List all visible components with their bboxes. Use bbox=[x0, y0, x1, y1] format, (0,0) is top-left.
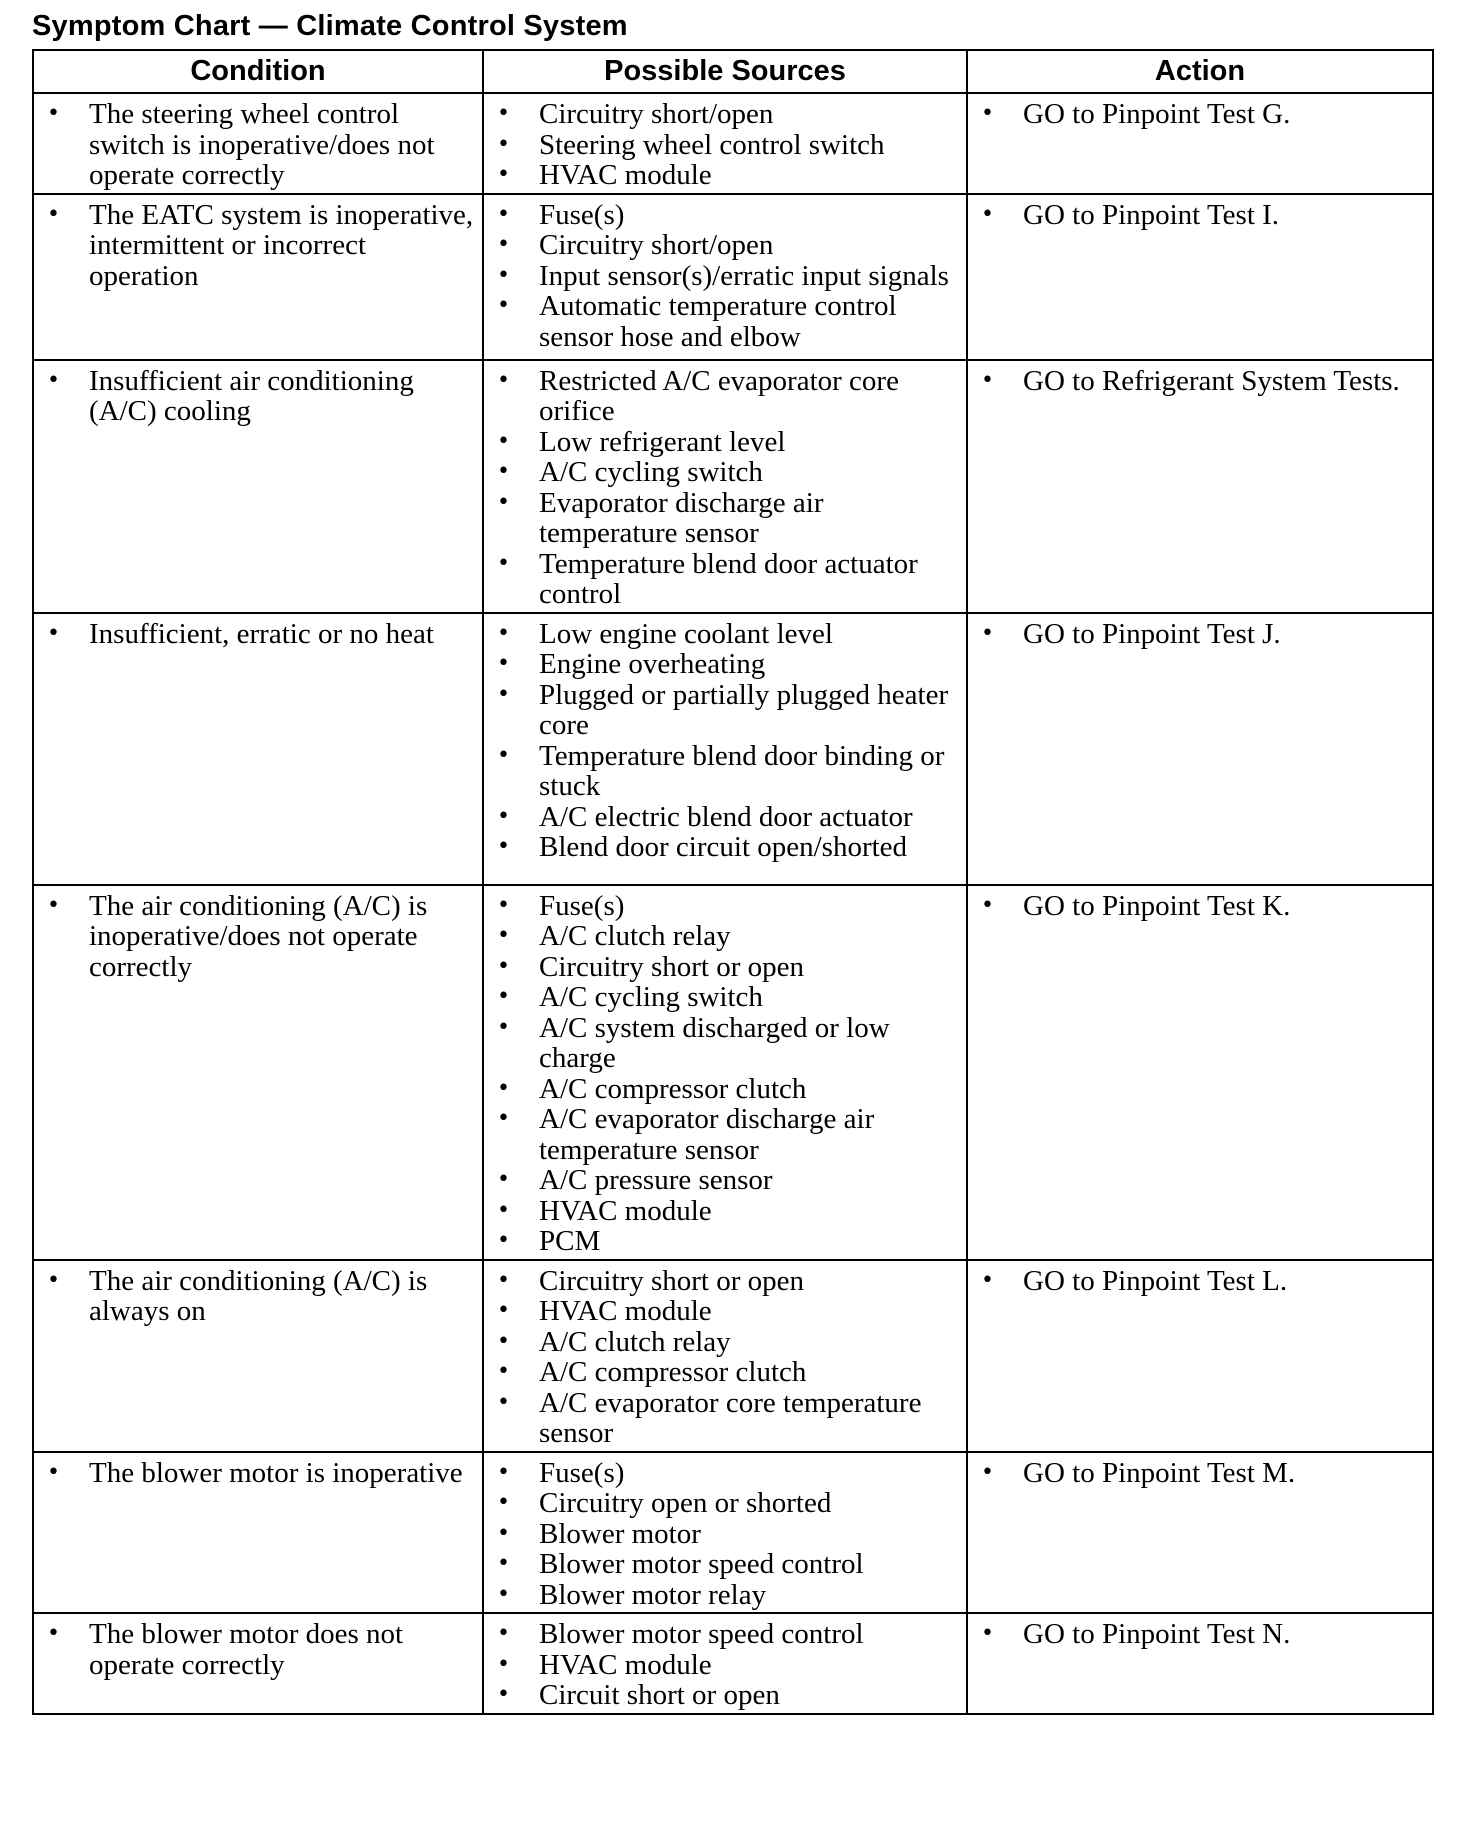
source-item: • Input sensor(s)/erratic input signals bbox=[490, 261, 960, 292]
sources-cell bbox=[483, 194, 967, 360]
source-item: • A/C evaporator core temperature sensor bbox=[490, 1388, 960, 1449]
source-item: • Plugged or partially plugged heater core bbox=[490, 680, 960, 741]
source-item: • Engine overheating bbox=[490, 649, 960, 680]
source-item: • Restricted A/C evaporator core orifice bbox=[490, 366, 960, 427]
condition-cell bbox=[33, 1452, 483, 1614]
table-row bbox=[33, 93, 1433, 194]
source-item: • Temperature blend door actuator control bbox=[490, 549, 960, 610]
condition-text: • The blower motor is inoperative bbox=[40, 1458, 476, 1489]
condition-cell bbox=[33, 885, 483, 1260]
source-item: • Blower motor relay bbox=[490, 1580, 960, 1611]
condition-cell bbox=[33, 360, 483, 613]
action-cell bbox=[967, 613, 1433, 885]
condition-text: • The steering wheel control switch is inoperative/does not operate correctly bbox=[40, 99, 476, 191]
action-cell bbox=[967, 1260, 1433, 1452]
source-item: • Blend door circuit open/shorted bbox=[490, 832, 960, 863]
condition-cell bbox=[33, 1613, 483, 1714]
action-cell bbox=[967, 1452, 1433, 1614]
source-item: • Circuitry short/open bbox=[490, 230, 960, 261]
source-item: • Temperature blend door binding or stuck bbox=[490, 741, 960, 802]
source-item: • Steering wheel control switch bbox=[490, 130, 960, 161]
source-item: • Circuit short or open bbox=[490, 1680, 960, 1711]
symptom-table bbox=[32, 49, 1434, 1715]
condition-text: • Insufficient air conditioning (A/C) cooling bbox=[40, 366, 476, 427]
condition-text: • The air conditioning (A/C) is always on bbox=[40, 1266, 476, 1327]
source-item: • A/C clutch relay bbox=[490, 1327, 960, 1358]
table-row bbox=[33, 613, 1433, 885]
header-condition: Condition bbox=[33, 50, 483, 93]
sources-cell bbox=[483, 1613, 967, 1714]
condition-cell bbox=[33, 613, 483, 885]
sources-cell bbox=[483, 93, 967, 194]
source-item: • HVAC module bbox=[490, 1650, 960, 1681]
source-item: • A/C system discharged or low charge bbox=[490, 1013, 960, 1074]
table-row bbox=[33, 885, 1433, 1260]
source-item: • A/C compressor clutch bbox=[490, 1074, 960, 1105]
action-cell bbox=[967, 1613, 1433, 1714]
table-row bbox=[33, 1260, 1433, 1452]
sources-cell bbox=[483, 1260, 967, 1452]
source-item: • Circuitry open or shorted bbox=[490, 1488, 960, 1519]
source-item: • Blower motor speed control bbox=[490, 1619, 960, 1650]
table-body bbox=[33, 93, 1433, 1714]
action-text: • GO to Pinpoint Test N. bbox=[974, 1619, 1426, 1650]
sources-cell bbox=[483, 360, 967, 613]
source-item: • Circuitry short/open bbox=[490, 99, 960, 130]
condition-cell bbox=[33, 93, 483, 194]
source-item: • HVAC module bbox=[490, 160, 960, 191]
sources-cell bbox=[483, 885, 967, 1260]
action-cell bbox=[967, 93, 1433, 194]
source-item: • Automatic temperature control sensor hose and elbow bbox=[490, 291, 960, 352]
table-row bbox=[33, 194, 1433, 360]
table-row bbox=[33, 1452, 1433, 1614]
source-item: • A/C clutch relay bbox=[490, 921, 960, 952]
source-item: • Evaporator discharge air temperature sensor bbox=[490, 488, 960, 549]
table-row bbox=[33, 1613, 1433, 1714]
source-item: • Fuse(s) bbox=[490, 1458, 960, 1489]
sources-cell bbox=[483, 1452, 967, 1614]
condition-text: • Insufficient, erratic or no heat bbox=[40, 619, 476, 650]
source-item: • Low engine coolant level bbox=[490, 619, 960, 650]
source-item: • HVAC module bbox=[490, 1196, 960, 1227]
condition-text: • The EATC system is inoperative, intermittent or incorrect operation bbox=[40, 200, 476, 292]
source-item: • A/C evaporator discharge air temperature sensor bbox=[490, 1104, 960, 1165]
action-cell bbox=[967, 194, 1433, 360]
source-item: • A/C compressor clutch bbox=[490, 1357, 960, 1388]
source-item: • Blower motor bbox=[490, 1519, 960, 1550]
action-cell bbox=[967, 360, 1433, 613]
table-row bbox=[33, 360, 1433, 613]
source-item: • PCM bbox=[490, 1226, 960, 1257]
action-text: • GO to Refrigerant System Tests. bbox=[974, 366, 1426, 397]
source-item: • Low refrigerant level bbox=[490, 427, 960, 458]
page-title: Symptom Chart — Climate Control System bbox=[32, 10, 628, 42]
source-item: • Circuitry short or open bbox=[490, 1266, 960, 1297]
condition-cell bbox=[33, 1260, 483, 1452]
condition-text: • The air conditioning (A/C) is inoperative/does not operate correctly bbox=[40, 891, 476, 983]
source-item: • A/C cycling switch bbox=[490, 982, 960, 1013]
action-text: • GO to Pinpoint Test J. bbox=[974, 619, 1426, 650]
action-text: • GO to Pinpoint Test I. bbox=[974, 200, 1426, 231]
table-header-row bbox=[33, 50, 1433, 93]
source-item: • Circuitry short or open bbox=[490, 952, 960, 983]
header-possible-sources: Possible Sources bbox=[483, 50, 967, 93]
source-item: • Fuse(s) bbox=[490, 891, 960, 922]
source-item: • A/C electric blend door actuator bbox=[490, 802, 960, 833]
source-item: • HVAC module bbox=[490, 1296, 960, 1327]
source-item: • A/C pressure sensor bbox=[490, 1165, 960, 1196]
condition-cell bbox=[33, 194, 483, 360]
header-action: Action bbox=[967, 50, 1433, 93]
action-cell bbox=[967, 885, 1433, 1260]
action-text: • GO to Pinpoint Test L. bbox=[974, 1266, 1426, 1297]
condition-text: • The blower motor does not operate correctly bbox=[40, 1619, 476, 1680]
source-item: • Fuse(s) bbox=[490, 200, 960, 231]
sources-cell bbox=[483, 613, 967, 885]
source-item: • A/C cycling switch bbox=[490, 457, 960, 488]
action-text: • GO to Pinpoint Test G. bbox=[974, 99, 1426, 130]
action-text: • GO to Pinpoint Test M. bbox=[974, 1458, 1426, 1489]
action-text: • GO to Pinpoint Test K. bbox=[974, 891, 1426, 922]
source-item: • Blower motor speed control bbox=[490, 1549, 960, 1580]
